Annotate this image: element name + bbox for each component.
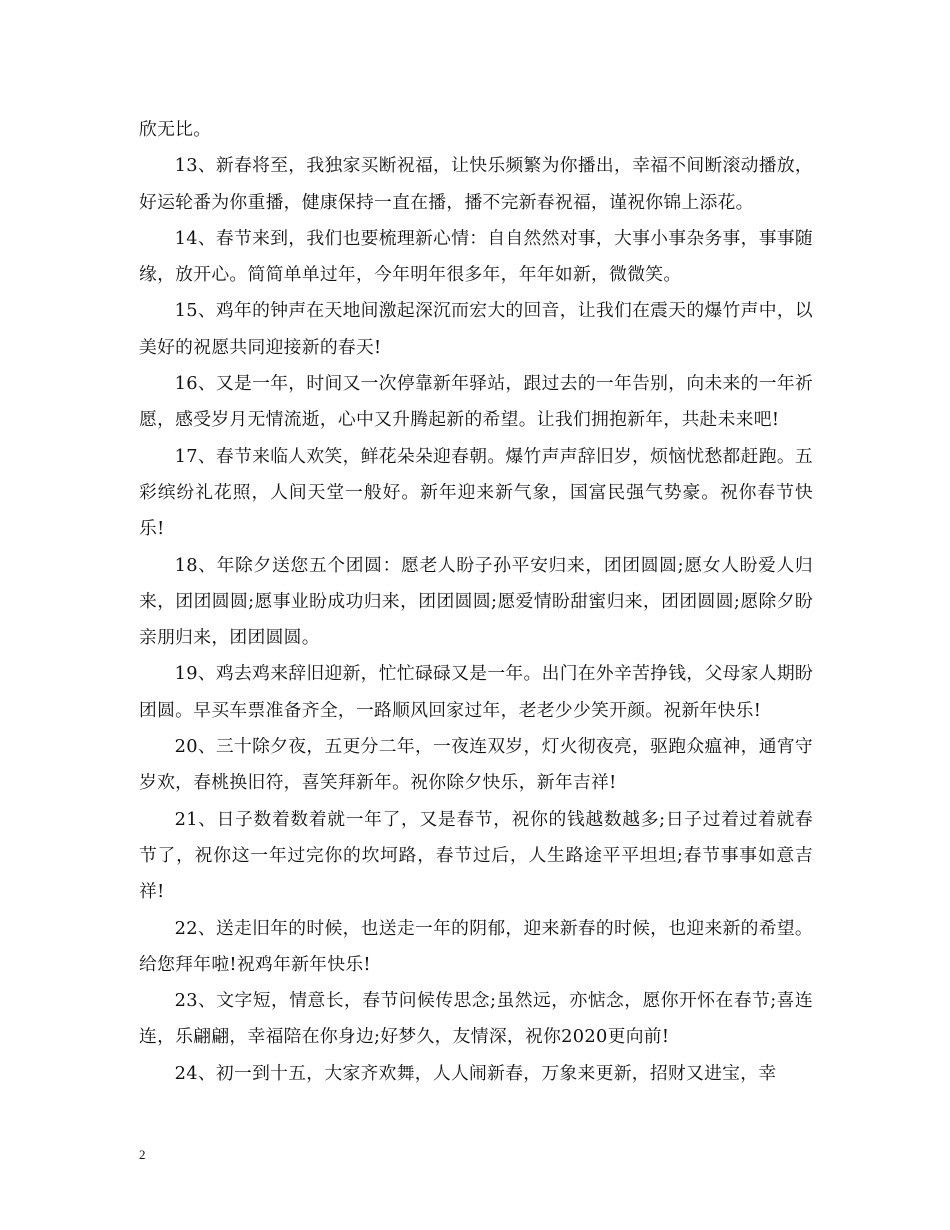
paragraph-16: 16、又是一年，时间又一次停靠新年驿站，跟过去的一年告别，向未来的一年祈愿，感受岁月无情流逝，心中又升腾起新的希望。让我们拥抱新年，共赴未来吧! xyxy=(139,373,813,431)
body-text xyxy=(139,112,813,1092)
paragraph-15: 15、鸡年的钟声在天地间激起深沉而宏大的回音，让我们在震天的爆竹声中，以美好的祝愿共同迎接新的春天! xyxy=(139,300,813,358)
paragraph-20: 20、三十除夕夜，五更分二年，一夜连双岁，灯火彻夜亮，驱跑众瘟神，通宵守岁欢，春桃换旧符，喜笑拜新年。祝你除夕快乐，新年吉祥! xyxy=(139,736,813,794)
paragraph-13: 13、新春将至，我独家买断祝福，让快乐频繁为你播出，幸福不间断滚动播放，好运轮番为你重播，健康保持一直在播，播不完新春祝福，谨祝你锦上添花。 xyxy=(139,155,813,213)
paragraph-18: 18、年除夕送您五个团圆：愿老人盼子孙平安归来，团团圆圆;愿女人盼爱人归来，团团圆圆;愿事业盼成功归来，团团圆圆;愿爱情盼甜蜜归来，团团圆圆;愿除夕盼亲朋归来，团团圆圆。 xyxy=(139,554,813,649)
paragraph-19: 19、鸡去鸡来辞旧迎新，忙忙碌碌又是一年。出门在外辛苦挣钱，父母家人期盼团圆。早买车票准备齐全，一路顺风回家过年，老老少少笑开颜。祝新年快乐! xyxy=(139,663,813,721)
paragraph-17: 17、春节来临人欢笑，鲜花朵朵迎春朝。爆竹声声辞旧岁，烦恼忧愁都赶跑。五彩缤纷礼花照，人间天堂一般好。新年迎来新气象，国富民强气势豪。祝你春节快乐! xyxy=(139,445,813,540)
page-number: 2 xyxy=(139,1147,146,1162)
paragraph-21: 21、日子数着数着就一年了，又是春节，祝你的钱越数越多;日子过着过着就春节了，祝你这一年过完你的坎坷路，春节过后，人生路途平平坦坦;春节事事如意吉祥! xyxy=(139,808,813,903)
continuation-paragraph: 欣无比。 xyxy=(139,119,212,140)
paragraph-24: 24、初一到十五，大家齐欢舞，人人闹新春，万象来更新，招财又进宝，幸 xyxy=(174,1062,777,1084)
paragraph-22: 22、送走旧年的时候，也送走一年的阴郁，迎来新春的时候，也迎来新的希望。给您拜年啦!祝鸡年新年快乐! xyxy=(139,917,813,975)
paragraph-23: 23、文字短，情意长，春节问候传思念;虽然远，亦惦念，愿你开怀在春节;喜连连，乐翩翩，幸福陪在你身边;好梦久，友情深，祝你2020更向前! xyxy=(139,990,813,1048)
paragraph-14: 14、春节来到，我们也要梳理新心情：自自然然对事，大事小事杂务事，事事随缘，放开心。简简单单过年，今年明年很多年，年年如新，微微笑。 xyxy=(139,227,813,286)
